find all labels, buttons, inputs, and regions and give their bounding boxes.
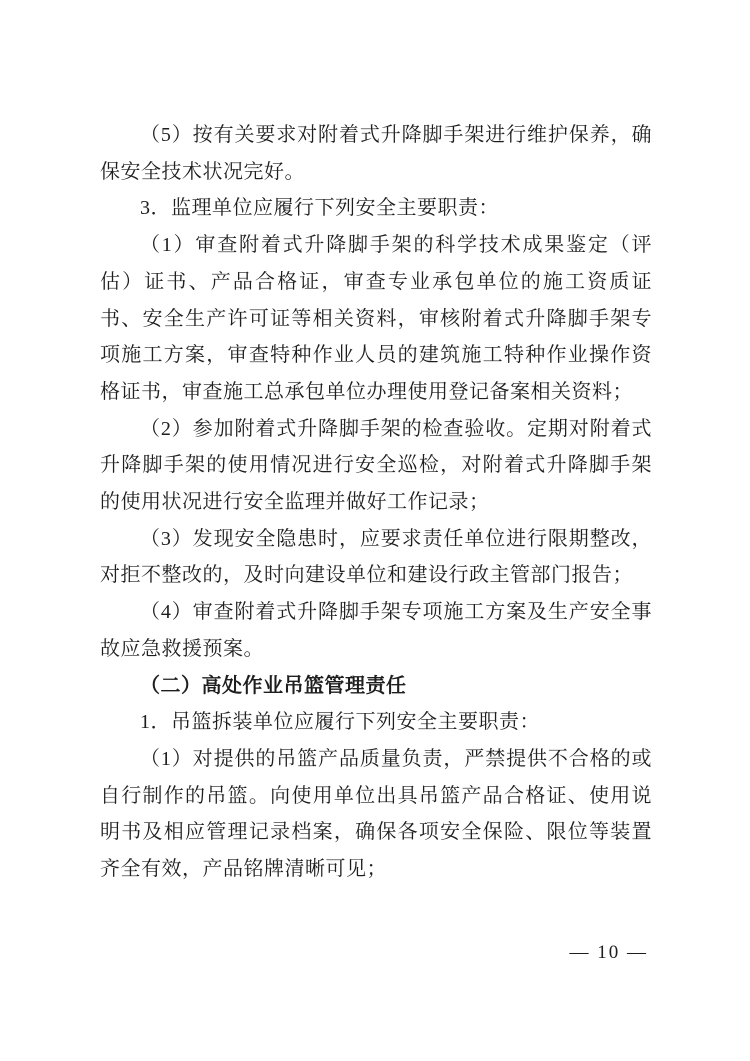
paragraph: （4）审查附着式升降脚手架专项施工方案及生产安全事故应急救援预案。: [100, 601, 652, 660]
paragraph: （5）按有关要求对附着式升降脚手架进行维护保养，确保安全技术状况完好。: [100, 124, 652, 183]
paragraph: （3）发现安全隐患时，应要求责任单位进行限期整改，对拒不整改的，及时向建设单位和建设行政主管部门报告；: [100, 527, 652, 587]
paragraph: （2）参加附着式升降脚手架的检查验收。定期对附着式升降脚手架的使用情况进行安全巡检，对附着式升降脚手架的使用状况进行安全监理并做好工作记录；: [100, 417, 652, 514]
paragraph: 1．吊篮拆装单位应履行下列安全主要职责：: [140, 711, 540, 734]
paragraph: （1）审查附着式升降脚手架的科学技术成果鉴定（评估）证书、产品合格证，审查专业承包单位的施工资质证书、安全生产许可证等相关资料，审核附着式升降脚手架专项施工方案，审查特种作业人员的建筑施工特种作业操作资格证书，审查施工总承包单位办理使用登记备案相关资料；: [100, 234, 652, 403]
page-number: — 10 —: [569, 942, 648, 963]
section-heading: （二）高处作业吊篮管理责任: [140, 674, 407, 697]
paragraph: （1）对提供的吊篮产品质量负责，严禁提供不合格的或自行制作的吊篮。向使用单位出具吊篮产品合格证、使用说明书及相应管理记录档案，确保各项安全保险、限位等装置齐全有效，产品铭牌清晰可见；: [100, 747, 652, 881]
paragraph: 3．监理单位应履行下列安全主要职责：: [140, 197, 499, 220]
document-body: [100, 117, 652, 888]
